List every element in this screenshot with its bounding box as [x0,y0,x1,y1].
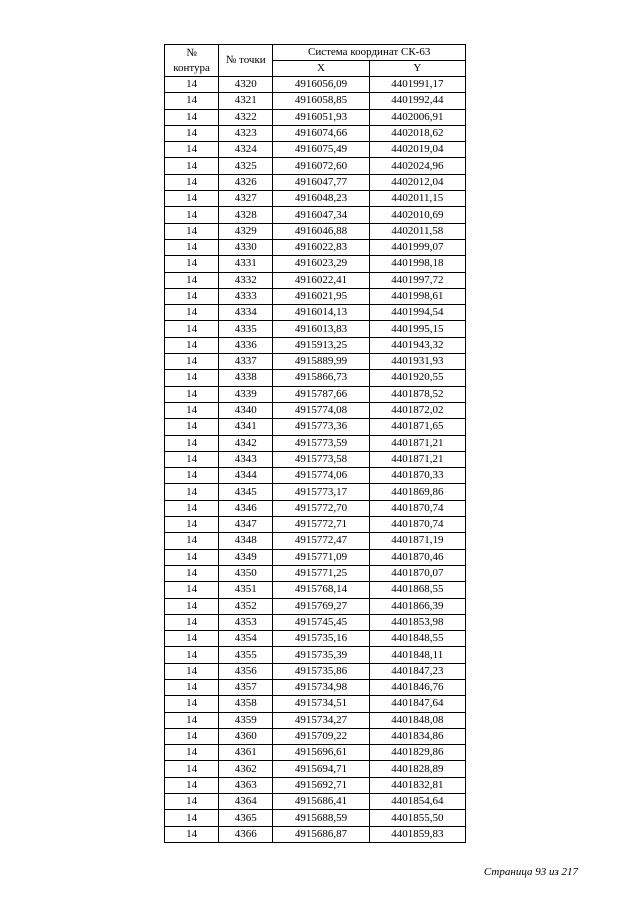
table-row [165,174,466,190]
cell-y: 4402019,04 [369,142,465,158]
cell-x: 4915787,66 [273,386,369,402]
cell-y: 4401871,19 [369,533,465,549]
cell-y: 4401991,17 [369,77,465,93]
cell-x: 4915696,61 [273,745,369,761]
cell-contour: 14 [165,451,219,467]
cell-point: 4328 [219,207,273,223]
cell-point: 4348 [219,533,273,549]
cell-point: 4335 [219,321,273,337]
cell-x: 4915686,87 [273,826,369,842]
cell-point: 4337 [219,354,273,370]
cell-contour: 14 [165,549,219,565]
cell-point: 4351 [219,582,273,598]
table-row [165,565,466,581]
table-row [165,435,466,451]
cell-x: 4916023,29 [273,256,369,272]
table-row [165,451,466,467]
cell-x: 4915772,70 [273,500,369,516]
table-row [165,696,466,712]
cell-y: 4401869,86 [369,484,465,500]
header-x: X [273,61,369,77]
cell-x: 4915773,58 [273,451,369,467]
cell-x: 4915771,25 [273,565,369,581]
cell-point: 4359 [219,712,273,728]
cell-point: 4347 [219,517,273,533]
cell-point: 4326 [219,174,273,190]
cell-contour: 14 [165,745,219,761]
cell-point: 4327 [219,191,273,207]
cell-contour: 14 [165,174,219,190]
cell-x: 4915735,86 [273,663,369,679]
cell-contour: 14 [165,565,219,581]
cell-x: 4915773,36 [273,419,369,435]
cell-contour: 14 [165,647,219,663]
cell-point: 4339 [219,386,273,402]
table-row [165,207,466,223]
cell-y: 4401832,81 [369,777,465,793]
cell-contour: 14 [165,142,219,158]
cell-point: 4355 [219,647,273,663]
cell-y: 4401870,74 [369,500,465,516]
table-body [165,77,466,843]
cell-x: 4915745,45 [273,614,369,630]
cell-x: 4916048,23 [273,191,369,207]
table-row [165,354,466,370]
cell-point: 4330 [219,239,273,255]
cell-point: 4346 [219,500,273,516]
cell-x: 4915772,71 [273,517,369,533]
cell-y: 4402011,15 [369,191,465,207]
cell-x: 4915913,25 [273,337,369,353]
cell-point: 4366 [219,826,273,842]
table-row [165,631,466,647]
cell-y: 4401870,74 [369,517,465,533]
cell-point: 4354 [219,631,273,647]
cell-point: 4362 [219,761,273,777]
cell-contour: 14 [165,158,219,174]
table-row [165,77,466,93]
cell-point: 4342 [219,435,273,451]
cell-contour: 14 [165,614,219,630]
cell-point: 4333 [219,288,273,304]
cell-contour: 14 [165,288,219,304]
cell-contour: 14 [165,696,219,712]
cell-x: 4915694,71 [273,761,369,777]
cell-contour: 14 [165,125,219,141]
cell-contour: 14 [165,582,219,598]
table-row [165,256,466,272]
cell-y: 4402018,62 [369,125,465,141]
cell-x: 4915768,14 [273,582,369,598]
cell-y: 4401870,07 [369,565,465,581]
cell-point: 4341 [219,419,273,435]
table-row [165,109,466,125]
cell-y: 4401859,83 [369,826,465,842]
table-row [165,810,466,826]
table-row [165,402,466,418]
cell-y: 4401866,39 [369,598,465,614]
cell-contour: 14 [165,500,219,516]
cell-y: 4401943,32 [369,337,465,353]
header-contour-line2: контура [173,61,210,74]
table-row [165,582,466,598]
cell-x: 4916022,83 [273,239,369,255]
table-row [165,272,466,288]
cell-point: 4321 [219,93,273,109]
cell-x: 4915769,27 [273,598,369,614]
cell-point: 4358 [219,696,273,712]
cell-point: 4334 [219,305,273,321]
table-row [165,500,466,516]
cell-y: 4401829,86 [369,745,465,761]
cell-y: 4401847,64 [369,696,465,712]
table-row [165,533,466,549]
cell-y: 4401848,11 [369,647,465,663]
table-row [165,386,466,402]
table-row [165,549,466,565]
cell-y: 4401868,55 [369,582,465,598]
cell-contour: 14 [165,256,219,272]
cell-y: 4401854,64 [369,794,465,810]
table-row [165,517,466,533]
cell-x: 4915889,99 [273,354,369,370]
cell-point: 4365 [219,810,273,826]
table-row [165,647,466,663]
cell-y: 4401848,08 [369,712,465,728]
table-row [165,337,466,353]
cell-contour: 14 [165,794,219,810]
cell-point: 4320 [219,77,273,93]
cell-x: 4915866,73 [273,370,369,386]
header-point-number: № точки [219,45,273,77]
cell-x: 4916051,93 [273,109,369,125]
cell-point: 4336 [219,337,273,353]
table-row [165,158,466,174]
cell-x: 4915734,98 [273,679,369,695]
cell-point: 4363 [219,777,273,793]
cell-contour: 14 [165,663,219,679]
cell-y: 4401995,15 [369,321,465,337]
table-row [165,761,466,777]
cell-contour: 14 [165,354,219,370]
cell-y: 4402010,69 [369,207,465,223]
cell-y: 4401853,98 [369,614,465,630]
cell-x: 4915686,41 [273,794,369,810]
cell-point: 4331 [219,256,273,272]
cell-y: 4402011,58 [369,223,465,239]
cell-x: 4916058,85 [273,93,369,109]
cell-y: 4401871,21 [369,451,465,467]
table-row [165,468,466,484]
table-row [165,223,466,239]
table-row [165,712,466,728]
cell-x: 4916022,41 [273,272,369,288]
page-number: Страница 93 из 217 [483,866,578,878]
cell-contour: 14 [165,728,219,744]
cell-x: 4915774,08 [273,402,369,418]
cell-point: 4350 [219,565,273,581]
table-row [165,745,466,761]
cell-x: 4915773,59 [273,435,369,451]
cell-point: 4329 [219,223,273,239]
cell-x: 4916056,09 [273,77,369,93]
cell-point: 4325 [219,158,273,174]
table-row [165,93,466,109]
cell-x: 4916072,60 [273,158,369,174]
cell-point: 4345 [219,484,273,500]
cell-contour: 14 [165,239,219,255]
header-contour-number [165,45,219,77]
cell-y: 4401998,18 [369,256,465,272]
cell-point: 4338 [219,370,273,386]
table-row [165,663,466,679]
cell-y: 4401847,23 [369,663,465,679]
cell-contour: 14 [165,337,219,353]
cell-y: 4401920,55 [369,370,465,386]
cell-x: 4915773,17 [273,484,369,500]
cell-contour: 14 [165,517,219,533]
table-row [165,419,466,435]
cell-x: 4916047,34 [273,207,369,223]
cell-x: 4915735,16 [273,631,369,647]
cell-contour: 14 [165,370,219,386]
cell-contour: 14 [165,223,219,239]
cell-contour: 14 [165,679,219,695]
cell-contour: 14 [165,93,219,109]
cell-contour: 14 [165,712,219,728]
cell-contour: 14 [165,484,219,500]
cell-point: 4332 [219,272,273,288]
cell-y: 4401828,89 [369,761,465,777]
cell-point: 4357 [219,679,273,695]
cell-x: 4916013,83 [273,321,369,337]
table-row [165,288,466,304]
cell-contour: 14 [165,402,219,418]
cell-point: 4340 [219,402,273,418]
table-row [165,728,466,744]
cell-contour: 14 [165,435,219,451]
header-y: Y [369,61,465,77]
cell-x: 4916046,88 [273,223,369,239]
cell-contour: 14 [165,321,219,337]
table-row [165,191,466,207]
cell-point: 4343 [219,451,273,467]
cell-point: 4361 [219,745,273,761]
cell-y: 4401848,55 [369,631,465,647]
cell-y: 4402012,04 [369,174,465,190]
cell-y: 4401999,07 [369,239,465,255]
table-row [165,484,466,500]
table-row [165,370,466,386]
cell-contour: 14 [165,272,219,288]
cell-y: 4401992,44 [369,93,465,109]
cell-contour: 14 [165,810,219,826]
cell-y: 4401871,21 [369,435,465,451]
coordinates-table [164,44,466,843]
cell-y: 4401872,02 [369,402,465,418]
cell-contour: 14 [165,191,219,207]
table-row [165,826,466,842]
cell-y: 4401878,52 [369,386,465,402]
table-row [165,777,466,793]
cell-x: 4915772,47 [273,533,369,549]
cell-y: 4401870,46 [369,549,465,565]
cell-x: 4915735,39 [273,647,369,663]
table-row [165,239,466,255]
cell-contour: 14 [165,109,219,125]
cell-y: 4401994,54 [369,305,465,321]
cell-contour: 14 [165,386,219,402]
cell-x: 4916021,95 [273,288,369,304]
cell-point: 4360 [219,728,273,744]
cell-y: 4402024,96 [369,158,465,174]
cell-y: 4401931,93 [369,354,465,370]
cell-x: 4916074,66 [273,125,369,141]
cell-point: 4322 [219,109,273,125]
header-contour-line1: № [186,46,197,59]
table-row [165,614,466,630]
cell-contour: 14 [165,419,219,435]
cell-point: 4349 [219,549,273,565]
cell-y: 4401997,72 [369,272,465,288]
table-row [165,125,466,141]
table-row [165,305,466,321]
cell-contour: 14 [165,761,219,777]
cell-contour: 14 [165,533,219,549]
cell-contour: 14 [165,305,219,321]
cell-x: 4915771,09 [273,549,369,565]
cell-x: 4916014,13 [273,305,369,321]
cell-point: 4353 [219,614,273,630]
cell-contour: 14 [165,468,219,484]
cell-y: 4401870,33 [369,468,465,484]
cell-x: 4915734,51 [273,696,369,712]
cell-contour: 14 [165,631,219,647]
cell-contour: 14 [165,207,219,223]
table-row [165,679,466,695]
cell-point: 4364 [219,794,273,810]
cell-point: 4323 [219,125,273,141]
cell-contour: 14 [165,826,219,842]
cell-x: 4915774,06 [273,468,369,484]
cell-point: 4344 [219,468,273,484]
cell-contour: 14 [165,598,219,614]
cell-y: 4401846,76 [369,679,465,695]
cell-x: 4915692,71 [273,777,369,793]
cell-x: 4915709,22 [273,728,369,744]
cell-x: 4915688,59 [273,810,369,826]
cell-y: 4402006,91 [369,109,465,125]
cell-x: 4915734,27 [273,712,369,728]
cell-x: 4916075,49 [273,142,369,158]
cell-point: 4356 [219,663,273,679]
cell-y: 4401855,50 [369,810,465,826]
table-row [165,794,466,810]
table-row [165,598,466,614]
cell-contour: 14 [165,77,219,93]
header-coordinate-system: Система координат СК-63 [273,45,466,61]
cell-y: 4401871,65 [369,419,465,435]
table-row [165,321,466,337]
cell-x: 4916047,77 [273,174,369,190]
cell-y: 4401998,61 [369,288,465,304]
cell-y: 4401834,86 [369,728,465,744]
cell-point: 4324 [219,142,273,158]
cell-point: 4352 [219,598,273,614]
cell-contour: 14 [165,777,219,793]
table-row [165,142,466,158]
